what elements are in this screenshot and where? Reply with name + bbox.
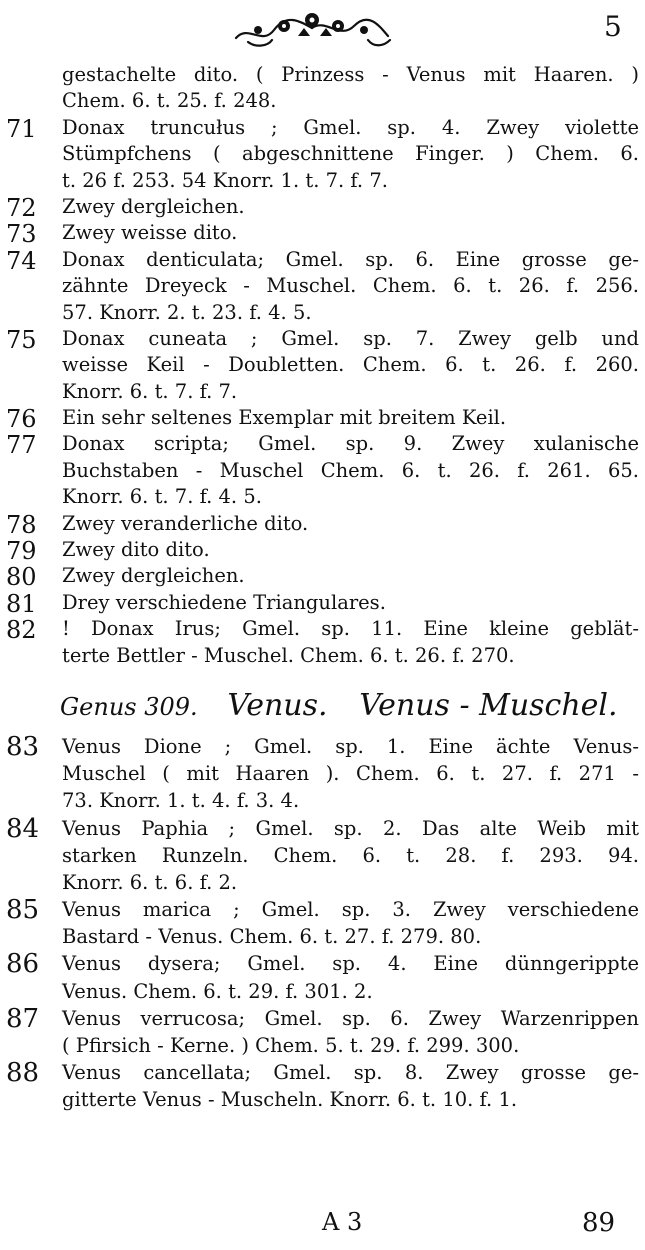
catchword: 89 — [582, 1208, 616, 1238]
entry-text-line: 57. Knorr. 2. t. 23. f. 4. 5. — [62, 300, 312, 324]
entry-text-line: Venus marica ; Gmel. sp. 3. Zwey verschiedene — [62, 898, 639, 922]
catalogue-entry — [0, 220, 645, 249]
genus-german-name: Venus - Muschel. — [359, 687, 618, 723]
catalogue-entry — [0, 537, 645, 566]
entry-text-line: zähnte Dreyeck - Muschel. Chem. 6. t. 26. f. 256. — [62, 274, 639, 298]
catalogue-entry — [0, 733, 645, 815]
entry-text-line: Bastard - Venus. Chem. 6. t. 27. f. 279. 80. — [62, 925, 482, 949]
entry-text-line: Knorr. 6. t. 6. f. 2. — [62, 870, 238, 894]
entry-text-line: Muschel ( mit Haaren ). Chem. 6. t. 27. f. 271 - — [62, 762, 639, 786]
entry-text-line: Donax cuneata ; Gmel. sp. 7. Zwey gelb und — [62, 326, 639, 350]
catalogue-entry — [0, 616, 645, 669]
signature-mark: A 3 — [322, 1208, 363, 1236]
catalogue-entry — [0, 405, 645, 434]
entry-number: 83 — [6, 731, 40, 762]
entry-text-line: Venus Dione ; Gmel. sp. 1. Eine ächte Venus- — [62, 734, 639, 758]
entry-text-line: Venus dysera; Gmel. sp. 4. Eine dünngerippte — [62, 952, 639, 976]
catalogue-entry — [0, 194, 645, 220]
catalogue-entry — [0, 1005, 645, 1059]
entry-text-line: 73. Knorr. 1. t. 4. f. 3. 4. — [62, 789, 300, 813]
entry-text-line: Zwey weisse dito. — [62, 221, 238, 245]
catalogue-entry — [0, 115, 645, 194]
entry-number: 87 — [6, 1003, 40, 1034]
entry-number: 71 — [6, 114, 37, 143]
entry-number: 78 — [6, 510, 37, 539]
catalogue-entry — [0, 247, 645, 326]
catalogue-entry — [0, 590, 645, 616]
catalogue-entry — [0, 1059, 645, 1113]
floral-ornament-icon — [228, 6, 398, 50]
entry-text-line: weisse Keil - Doubletten. Chem. 6. t. 26. f. 260. — [62, 353, 639, 377]
page-number: 5 — [604, 10, 622, 43]
entry-text-line: Donax truncułus ; Gmel. sp. 4. Zwey violette — [62, 115, 639, 139]
genus-label: Genus 309. — [60, 692, 198, 721]
entry-number: 75 — [6, 325, 37, 354]
entry-text-line: Zwey dergleichen. — [62, 564, 245, 588]
entry-text-line: Donax denticulata; Gmel. sp. 6. Eine grosse ge- — [62, 247, 639, 271]
entry-text-line: Stümpfchens ( abgeschnittene Finger. ) Chem. 6. — [62, 142, 639, 166]
catalogue-entry — [0, 815, 645, 897]
entry-number: 76 — [6, 405, 37, 434]
entry-text-line: gitterte Venus - Muscheln. Knorr. 6. t. 10. f. 1. — [62, 1088, 518, 1112]
entry-text-line: Knorr. 6. t. 7. f. 7. — [62, 379, 238, 403]
entry-text-line: starken Runzeln. Chem. 6. t. 28. f. 293. 94. — [62, 843, 639, 867]
entry-text-line: Venus. Chem. 6. t. 29. f. 301. 2. — [62, 979, 373, 1003]
entry-number: 82 — [6, 616, 37, 645]
entry-number: 74 — [6, 246, 37, 275]
entry-number: 88 — [6, 1058, 40, 1089]
entry-text-line: Venus verrucosa; Gmel. sp. 6. Zwey Warzenrippen — [62, 1006, 639, 1030]
entry-text-line: Venus Paphia ; Gmel. sp. 2. Das alte Weib mit — [62, 816, 639, 840]
genus-name: Venus. — [227, 687, 328, 723]
entry-number: 73 — [6, 220, 37, 249]
entry-text-line: Venus cancellata; Gmel. sp. 8. Zwey grosse ge- — [62, 1061, 639, 1085]
entry-text-line: Buchstaben - Muschel Chem. 6. t. 26. f. 261. 65. — [62, 458, 639, 482]
catalogue-entry — [0, 62, 645, 115]
entry-number: 84 — [6, 813, 40, 844]
entry-text-line: t. 26 f. 253. 54 Knorr. 1. t. 7. f. 7. — [62, 168, 388, 192]
catalogue-entry — [0, 563, 645, 592]
entry-number: 81 — [6, 589, 37, 618]
entry-text-line: Ein sehr seltenes Exemplar mit breitem Keil. — [62, 406, 507, 430]
catalogue-entry — [0, 896, 645, 950]
entry-text-line: Donax scripta; Gmel. sp. 9. Zwey xulanische — [62, 432, 639, 456]
entry-number: 85 — [6, 895, 40, 926]
catalogue-entry — [0, 950, 645, 1004]
entry-text-line: ( Pfirsich - Kerne. ) Chem. 5. t. 29. f. 299. 300. — [62, 1034, 520, 1058]
entry-number: 72 — [6, 193, 37, 222]
entry-text-line: Chem. 6. t. 25. f. 248. — [62, 89, 277, 113]
entry-text-line: Zwey veranderliche dito. — [62, 511, 309, 535]
genus-heading — [0, 679, 645, 733]
catalogue-entries — [0, 62, 645, 1114]
entry-text-line: Knorr. 6. t. 7. f. 4. 5. — [62, 485, 262, 509]
entry-text-line: Zwey dito dito. — [62, 538, 210, 562]
entry-text-line: Drey verschiedene Triangulares. — [62, 590, 386, 614]
entry-number: 86 — [6, 949, 40, 980]
entry-number: 77 — [6, 431, 37, 460]
entry-number: 80 — [6, 563, 37, 592]
catalogue-entry — [0, 511, 645, 537]
catalogue-entry — [0, 326, 645, 405]
entry-text-line: ! Donax Irus; Gmel. sp. 11. Eine kleine geblät- — [62, 617, 639, 641]
entry-list-venus — [0, 733, 645, 1114]
entry-text-line: gestachelte dito. ( Prinzess - Venus mit Haaren. ) — [62, 63, 639, 86]
entry-text-line: terte Bettler - Muschel. Chem. 6. t. 26. f. 270. — [62, 643, 515, 667]
entry-number: 79 — [6, 537, 37, 566]
entry-text-line: Zwey dergleichen. — [62, 194, 245, 218]
entry-list-donax — [0, 62, 645, 669]
catalogue-entry — [0, 431, 645, 510]
